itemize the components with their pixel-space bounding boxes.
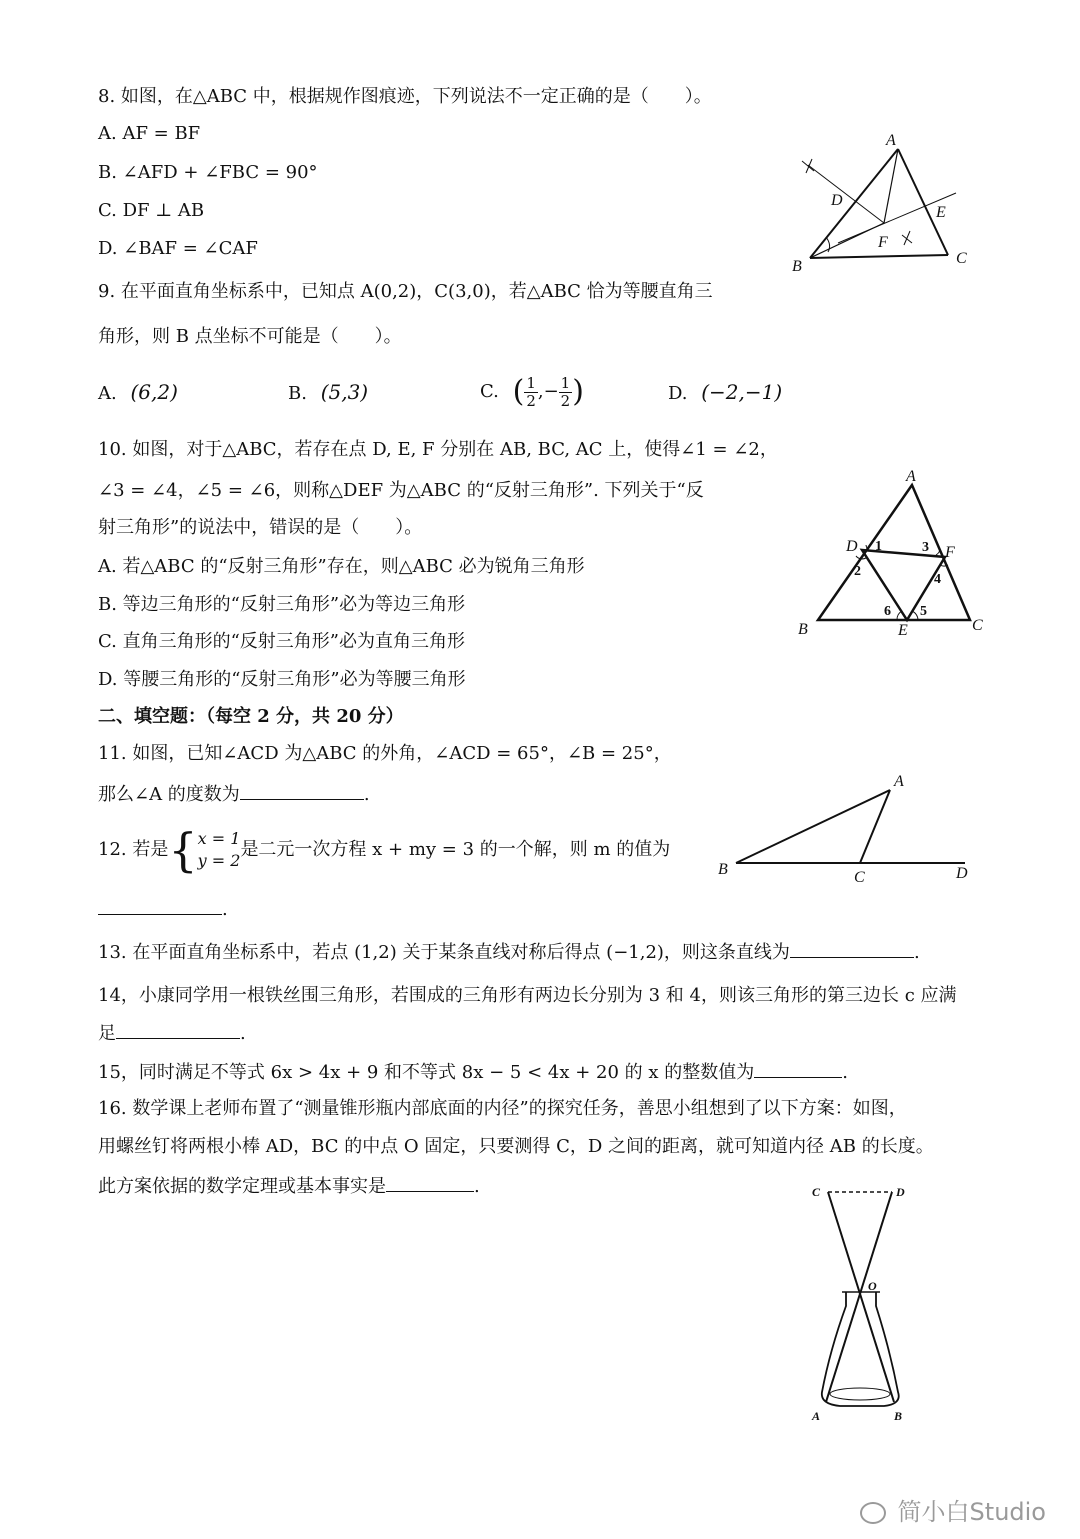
q14-line1: 14，小康同学用一根铁丝围三角形，若围成的三角形有两边长分别为 3 和 4，则该三角形的第三边长 c 应满 bbox=[98, 985, 957, 1006]
q10-angle-2: 2 bbox=[854, 564, 861, 579]
q16-answer-blank[interactable] bbox=[386, 1173, 474, 1192]
q9-option-a-value: (6,2) bbox=[130, 380, 178, 404]
q11-label-c: C bbox=[854, 869, 865, 885]
q11-line2: 那么∠A 的度数为 . bbox=[98, 781, 370, 807]
q9-option-d-label: D. bbox=[668, 383, 688, 404]
q9-option-a bbox=[98, 380, 178, 406]
q10-option-b: B. 等边三角形的“反射三角形”必为等边三角形 bbox=[98, 594, 466, 615]
q10-stem-line2: ∠3 = ∠4，∠5 = ∠6，则称△DEF 为△ABC 的“反射三角形”. 下列关于“反 bbox=[98, 480, 704, 501]
q8-option-a: A. AF = BF bbox=[98, 123, 201, 144]
q16-label-d: D bbox=[896, 1185, 905, 1199]
q8-option-c: C. DF ⊥ AB bbox=[98, 200, 205, 221]
q8-label-e: E bbox=[936, 204, 946, 221]
q10-angle-5: 5 bbox=[920, 604, 927, 619]
q10-label-b: B bbox=[798, 621, 808, 638]
q9-option-c-label: C. bbox=[480, 381, 499, 402]
q9-option-a-label: A. bbox=[98, 383, 117, 404]
q13-answer-blank[interactable] bbox=[790, 939, 914, 958]
q8-option-d: D. ∠BAF = ∠CAF bbox=[98, 238, 258, 259]
q12-answer-blank[interactable] bbox=[98, 896, 222, 915]
q16-label-a: A bbox=[812, 1409, 821, 1423]
q11-label-b: B bbox=[718, 861, 728, 878]
q10-label-d: D bbox=[846, 538, 858, 555]
q9-frac-1: $\frac{1}{2}$ bbox=[526, 373, 536, 410]
q10-angle-1: 1 bbox=[875, 539, 882, 554]
q14-answer-blank[interactable] bbox=[116, 1020, 240, 1039]
q12-prefix: 12. 若是 bbox=[98, 839, 169, 860]
q9-option-d bbox=[668, 380, 782, 406]
q8-label-c: C bbox=[956, 250, 967, 267]
q16-line3: 此方案依据的数学定理或基本事实是 . bbox=[98, 1173, 480, 1199]
q9-option-b-label: B. bbox=[288, 383, 307, 404]
q15-answer-blank[interactable] bbox=[754, 1059, 842, 1078]
q8-label-b: B bbox=[792, 258, 802, 275]
q10-label-c: C bbox=[972, 617, 983, 634]
q9-option-d-value: (−2,−1) bbox=[701, 380, 783, 404]
q10-option-d: D. 等腰三角形的“反射三角形”必为等腰三角形 bbox=[98, 669, 466, 690]
q10-angle-3: 3 bbox=[922, 540, 929, 555]
q10-label-f: F bbox=[945, 544, 955, 561]
q9-option-c: C. ( $\frac{1}{2}$ ,− $\frac{1}{2}$ ) bbox=[480, 373, 584, 410]
q10-reflection-triangle-figure bbox=[790, 465, 1000, 645]
q8-option-b: B. ∠AFD + ∠FBC = 90° bbox=[98, 162, 318, 183]
q11-triangle-figure bbox=[710, 770, 980, 885]
q12-suffix: 是二元一次方程 x + my = 3 的一个解，则 m 的值为 bbox=[240, 839, 671, 860]
q10-option-a: A. 若△ABC 的“反射三角形”存在，则△ABC 必为锐角三角形 bbox=[98, 556, 585, 577]
q10-label-e: E bbox=[898, 622, 908, 639]
q9-stem-line1: 9. 在平面直角坐标系中，已知点 A(0,2)，C(3,0)，若△ABC 恰为等腰直角三 bbox=[98, 281, 713, 302]
q8-label-f: F bbox=[878, 234, 888, 251]
q10-option-c: C. 直角三角形的“反射三角形”必为直角三角形 bbox=[98, 631, 465, 652]
q11-line1: 11. 如图，已知∠ACD 为△ABC 的外角，∠ACD = 65°，∠B = 25°， bbox=[98, 743, 672, 764]
wechat-icon bbox=[860, 1502, 886, 1524]
q9-stem-line2: 角形，则 B 点坐标不可能是（ ）。 bbox=[98, 326, 402, 347]
q16-line1: 16. 数学课上老师布置了“测量锥形瓶内部底面的内径”的探究任务，善思小组想到了以下方案：如图， bbox=[98, 1098, 907, 1119]
q11-label-d: D bbox=[956, 865, 968, 882]
q16-flask-figure bbox=[800, 1180, 930, 1425]
q9-option-b-value: (5,3) bbox=[320, 380, 369, 404]
q9-frac-2: $\frac{1}{2}$ bbox=[560, 373, 571, 410]
q8-stem: 8. 如图，在△ABC 中，根据规作图痕迹，下列说法不一定正确的是（ ）。 bbox=[98, 86, 712, 107]
q8-label-d: D bbox=[831, 192, 843, 209]
q15-line: 15，同时满足不等式 6x > 4x + 9 和不等式 8x − 5 < 4x + 20 的 x 的整数值为 . bbox=[98, 1059, 848, 1085]
watermark: 简小白Studio bbox=[860, 1492, 1046, 1527]
q12-equation-system: x = 1 y = 2 bbox=[197, 829, 241, 870]
q9-option-b bbox=[288, 380, 368, 406]
q9-frac-sep: ,− bbox=[537, 381, 559, 402]
q11-label-a: A bbox=[894, 773, 904, 790]
q16-label-b: B bbox=[894, 1409, 903, 1423]
q8-label-a: A bbox=[886, 132, 896, 149]
q8-triangle-figure bbox=[780, 125, 980, 275]
q13-line: 13. 在平面直角坐标系中，若点 (1,2) 关于某条直线对称后得点 (−1,2)，则这条直线为 . bbox=[98, 939, 920, 965]
q12-line: 12. 若是{ x = 1 y = 2 是二元一次方程 x + my = 3 的一个解，则 m 的值为 bbox=[98, 823, 671, 877]
q10-angle-6: 6 bbox=[884, 604, 891, 619]
q14-line2: 足 . bbox=[98, 1020, 246, 1046]
q10-angle-4: 4 bbox=[934, 572, 941, 587]
q16-label-c: C bbox=[812, 1185, 821, 1199]
section-fill-in-title: 二、填空题：（每空 2 分，共 20 分） bbox=[98, 706, 404, 727]
q16-line2: 用螺丝钉将两根小棒 AD，BC 的中点 O 固定，只要测得 C，D 之间的距离，就可知道内径 AB 的长度。 bbox=[98, 1136, 934, 1157]
q16-label-o: O bbox=[868, 1279, 877, 1293]
q12-answer-line: . bbox=[98, 896, 228, 922]
q11-answer-blank[interactable] bbox=[240, 781, 364, 800]
q10-stem-line3: 射三角形”的说法中，错误的是（ ）。 bbox=[98, 517, 423, 538]
q10-stem-line1: 10. 如图，对于△ABC，若存在点 D, E, F 分别在 AB, BC, AC 上，使得∠1 = ∠2， bbox=[98, 439, 778, 460]
q10-label-a: A bbox=[906, 468, 916, 485]
